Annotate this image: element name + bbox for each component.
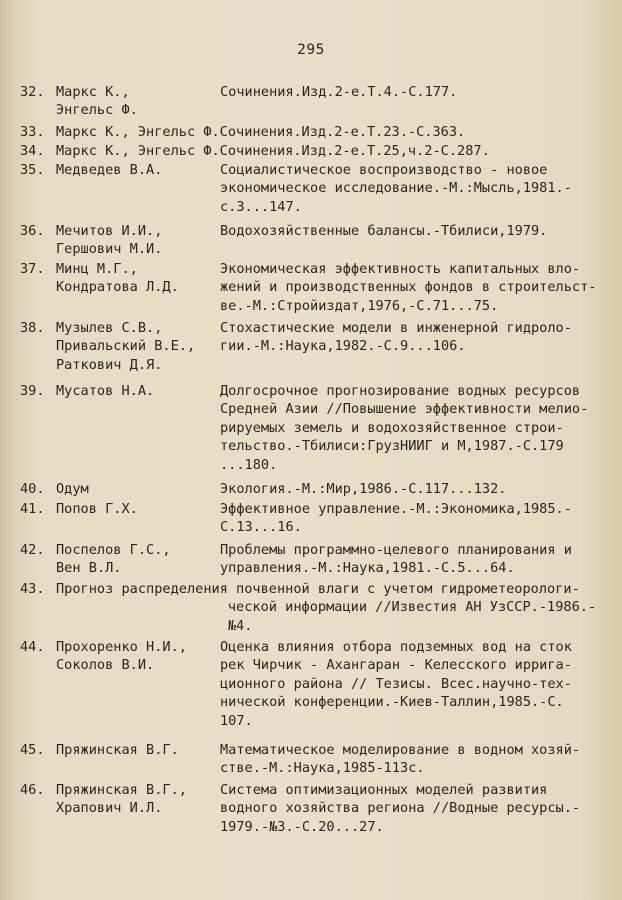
entry-title-line: рируемых земель и водохозяйственное строи- [220,419,564,436]
entry-title-line: Стохастические модели в инженерной гидроло- [220,320,572,336]
entry-author-line: Соколов В.И. [56,657,155,674]
entry-author [56,638,221,675]
entry-text [56,580,616,635]
entry-text-line: №4. [56,617,253,634]
page-number: 295 [297,42,325,58]
entry-author-line: Медведев В.А. [56,162,163,178]
entry-title-line: Оценка влияния отбора подземных вод на сток [220,639,572,655]
entry-title [220,781,615,836]
entry-number: 35. [20,162,45,178]
entry-number: 45. [20,742,45,758]
entry-title-line: жений и производственных фондов в строительст- [220,279,597,296]
entry-title-line: С.13...16. [220,519,302,536]
entry-title-line: нической конференции.-Киев-Таллин,1985.-С. [220,694,564,711]
entry-title-line: 1979.-№3.-С.20...27. [220,818,384,835]
entry-text [56,123,616,141]
entry-author-line: Раткович Д.Я. [56,356,163,373]
entry-title [220,83,615,101]
entry-title [220,222,615,240]
entry-title-line: рек Чирчик - Ахангаран - Келесского ирригa- [220,657,572,674]
entry-number: 43. [20,581,45,597]
entry-title [220,382,615,474]
entry-number: 46. [20,782,45,798]
entry-author-line: Пряжинская В.Г. [56,742,179,758]
entry-title [220,741,615,778]
entry-number: 34. [20,143,45,159]
entry-number: 36. [20,223,45,239]
entry-title-line: Водохозяйственные балансы.-Тбилиси,1979. [220,223,548,239]
entry-author [56,260,221,297]
entry-title-line: Средней Азии //Повышение эффективности мелио- [220,401,589,418]
entry-author-line: Мусатов Н.А. [56,383,155,399]
entry-text-line: Прогноз распределения почвенной влаги с учетом гидрометеорологи- [56,581,580,597]
entry-author [56,161,221,179]
entry-number: 41. [20,501,45,517]
entry-title-line: Экология.-М.:Мир,1986.-С.117...132. [220,481,507,497]
entry-author-line: Энгельс Ф. [56,102,138,119]
entry-author-line: Поспелов Г.С., [56,542,171,558]
entry-title-line: Математическое моделирование в водном хозяй- [220,742,581,758]
entry-number: 42. [20,542,45,558]
entry-author-line: Одум [56,481,89,497]
entry-author [56,741,221,759]
entry-number: 40. [20,481,45,497]
entry-text-line: Маркс К., Энгельс Ф.Сочинения.Изд.2-е.Т.23.-С.363. [56,124,466,140]
entry-title-line: ве.-М.:Стройиздат,1976,-С.71...75. [220,297,499,314]
entry-title-line: Проблемы программно-целевого планирования и [220,542,572,558]
entry-author [56,319,221,374]
entry-author-line: Музылев С.В., [56,320,163,336]
entry-author-line: Храпович И.Л. [56,800,163,817]
entry-title [220,260,615,315]
entry-author [56,480,221,498]
entry-title [220,480,615,498]
entry-author-line: Кондратова Л.Д. [56,279,179,296]
entry-author-line: Пряжинская В.Г., [56,782,187,798]
entry-author-line: Попов Г.Х. [56,501,138,517]
entry-title-line: управления.-М.:Наука,1981.-С.5...64. [220,560,515,577]
entry-title-line: 107. [220,712,253,729]
entry-author-line: Минц М.Г., [56,261,138,277]
entry-author-line: Маркс К., [56,84,130,100]
entry-text-line: Маркс К., Энгельс Ф.Сочинения.Изд.2-е.Т.25,ч.2-С.287. [56,143,490,159]
entry-author [56,500,221,518]
entry-number: 38. [20,320,45,336]
entry-title-line: водного хозяйства региона //Водные ресурсы.- [220,800,581,817]
entry-title-line: Социалистическое воспроизводство - новое [220,162,548,178]
entry-title-line: гии.-М.:Наука,1982.-С.9...106. [220,338,466,355]
entry-text [56,142,616,160]
entry-title-line: экономическое исследование.-М.:Мысль,1981.- [220,180,572,197]
entry-title-line: Эффективное управление.-М.:Экономика,1985.- [220,501,572,517]
entry-author [56,222,221,259]
entry-title [220,500,615,537]
entry-title-line: с.3...147. [220,198,302,215]
entry-author-line: Привальский В.Е., [56,338,196,355]
entry-title-line: стве.-М.:Наука,1985-113с. [220,760,425,777]
entry-author-line: Мечитов И.И., [56,223,163,239]
entry-title [220,161,615,216]
entry-title-line: Сочинения.Изд.2-е.Т.4.-С.177. [220,84,458,100]
entry-author [56,382,221,400]
entry-author [56,541,221,578]
entry-number: 37. [20,261,45,277]
entry-title-line: ...180. [220,456,278,473]
entry-title [220,541,615,578]
entry-author [56,781,221,818]
entry-author-line: Гершович М.И. [56,241,163,258]
entry-title-line: ционного района // Тезисы. Всес.научно-тех- [220,675,572,692]
entry-title-line: Экономическая эффективность капитальных вло- [220,261,581,277]
entry-number: 39. [20,383,45,399]
entry-title-line: Долгосрочное прогнозирование водных ресурсов [220,383,581,399]
entry-author [56,83,221,120]
entry-text-line: ческой информации //Известия АН УзССР.-1986.- [56,599,597,616]
entry-title [220,319,615,356]
entry-title-line: тельство.-Тбилиси:ГрузНИИГ и М,1987.-С.179 [220,438,564,455]
entry-title-line: Система оптимизационных моделей развития [220,782,548,798]
entry-author-line: Прохоренко Н.И., [56,639,187,655]
entry-number: 32. [20,84,45,100]
entry-author-line: Вен В.Л. [56,560,122,577]
entry-title [220,638,615,730]
entry-number: 33. [20,124,45,140]
entry-number: 44. [20,639,45,655]
